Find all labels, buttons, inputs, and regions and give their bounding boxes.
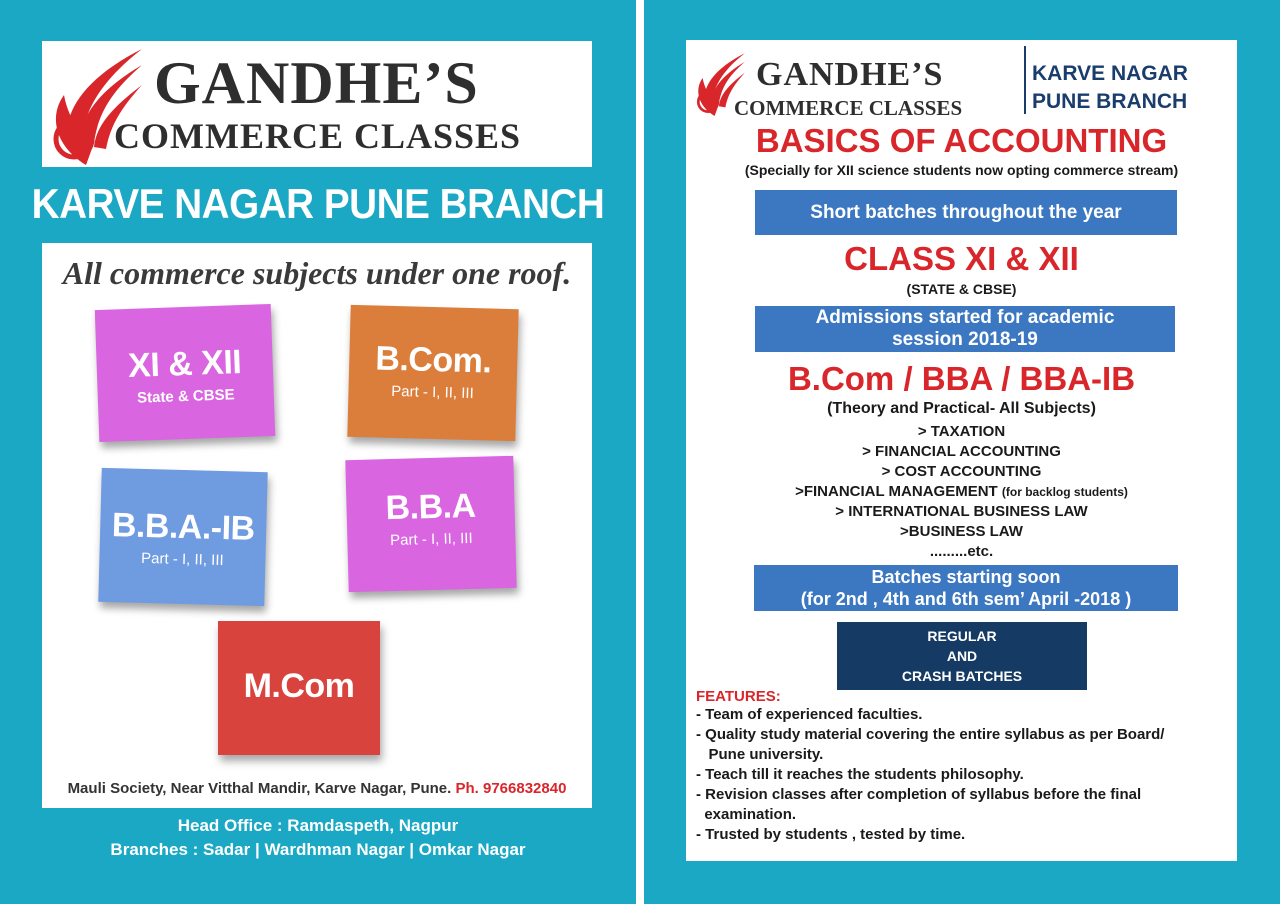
admissions-line-2: session 2018-19 <box>892 329 1038 350</box>
regular-crash-band <box>837 622 1087 690</box>
brand-name: GANDHE’S <box>154 50 479 116</box>
feature-item: - Revision classes after completion of syllabus before the final <box>696 786 1142 803</box>
tagline: All commerce subjects under one roof. <box>62 255 572 291</box>
features-title: FEATURES: <box>696 688 781 705</box>
course-title: BASICS OF ACCOUNTING <box>755 122 1168 159</box>
class-subtitle: (STATE & CBSE) <box>906 281 1017 297</box>
subject-item: > FINANCIAL ACCOUNTING <box>862 443 1061 460</box>
degree-subtitle: (Theory and Practical- All Subjects) <box>827 400 1096 417</box>
address-text: Mauli Society, Near Vitthal Mandir, Karve Nagar, Pune. <box>67 780 452 797</box>
feature-item: - Trusted by students , tested by time. <box>696 826 966 843</box>
subject-item: .........etc. <box>929 543 994 560</box>
subject-item-financial-management <box>686 483 1237 500</box>
note-bba-ib <box>98 468 267 606</box>
brand-logo <box>42 41 592 167</box>
note-title: B.Com. <box>374 339 492 381</box>
logo-divider <box>1024 46 1026 114</box>
regular-line: REGULAR <box>927 628 997 644</box>
batches-line-2: (for 2nd , 4th and 6th sem’ April -2018 ) <box>800 589 1132 609</box>
right-flyer <box>644 0 1280 904</box>
batches-band <box>754 565 1178 611</box>
brand-logo <box>692 46 1012 118</box>
subject-item: >BUSINESS LAW <box>900 523 1023 540</box>
branch-heading <box>1032 60 1188 116</box>
brand-subtitle: COMMERCE CLASSES <box>734 96 963 120</box>
feature-item: Pune university. <box>696 746 824 763</box>
details-card <box>686 40 1237 861</box>
brand-name: GANDHE’S <box>756 56 944 93</box>
note-title: B.B.A.-IB <box>111 506 256 548</box>
subject-note: (for backlog students) <box>1001 485 1128 499</box>
feature-item: - Quality study material covering the entire syllabus as per Board/ <box>696 726 1165 743</box>
class-title: CLASS XI & XII <box>844 240 1079 277</box>
note-title: M.Com <box>243 667 355 705</box>
brand-subtitle: COMMERCE CLASSES <box>114 116 522 156</box>
head-office: Head Office : Ramdaspeth, Nagpur <box>177 816 459 835</box>
subject-item: > COST ACCOUNTING <box>881 463 1042 480</box>
address-line <box>42 780 592 797</box>
phone-number: Ph. 9766832840 <box>455 780 567 797</box>
note-bcom <box>347 305 518 441</box>
branch-line-1: KARVE NAGAR <box>1032 62 1188 85</box>
degree-title: B.Com / BBA / BBA-IB <box>787 360 1136 397</box>
note-title: XI & XII <box>127 343 242 385</box>
note-title: B.B.A <box>385 486 477 528</box>
admissions-line-1: Admissions started for academic <box>815 307 1115 328</box>
course-subtitle: (Specially for XII science students now opting commerce stream) <box>744 162 1179 178</box>
branch-heading: KARVE NAGAR PUNE BRANCH <box>31 180 605 227</box>
batches-line-1: Batches starting soon <box>871 567 1061 587</box>
note-subtitle: State & CBSE <box>136 386 235 407</box>
short-batches-band: Short batches throughout the year <box>755 190 1177 235</box>
subject-item: > INTERNATIONAL BUSINESS LAW <box>835 503 1088 520</box>
left-flyer <box>0 0 636 904</box>
note-xi-xii <box>95 304 275 442</box>
crash-line: CRASH BATCHES <box>901 668 1023 684</box>
subject-item: > TAXATION <box>917 423 1006 440</box>
admissions-band <box>755 306 1175 352</box>
note-subtitle: Part - I, II, III <box>140 549 224 570</box>
branch-line-2: PUNE BRANCH <box>1032 90 1188 113</box>
note-subtitle: Part - I, II, III <box>391 382 474 403</box>
note-bba <box>345 456 516 592</box>
feature-item: - Teach till it reaches the students philosophy. <box>696 766 1024 783</box>
subjects-card <box>42 243 592 808</box>
feature-item: examination. <box>696 806 797 823</box>
branches: Branches : Sadar | Wardhman Nagar | Omkar Nagar <box>110 840 526 859</box>
and-line: AND <box>946 648 978 664</box>
feature-item: - Team of experienced faculties. <box>696 706 923 723</box>
features-list <box>696 688 1226 845</box>
subject-text: >FINANCIAL MANAGEMENT <box>795 483 998 500</box>
note-subtitle: Part - I, II, III <box>389 529 473 550</box>
note-mcom <box>218 621 380 755</box>
